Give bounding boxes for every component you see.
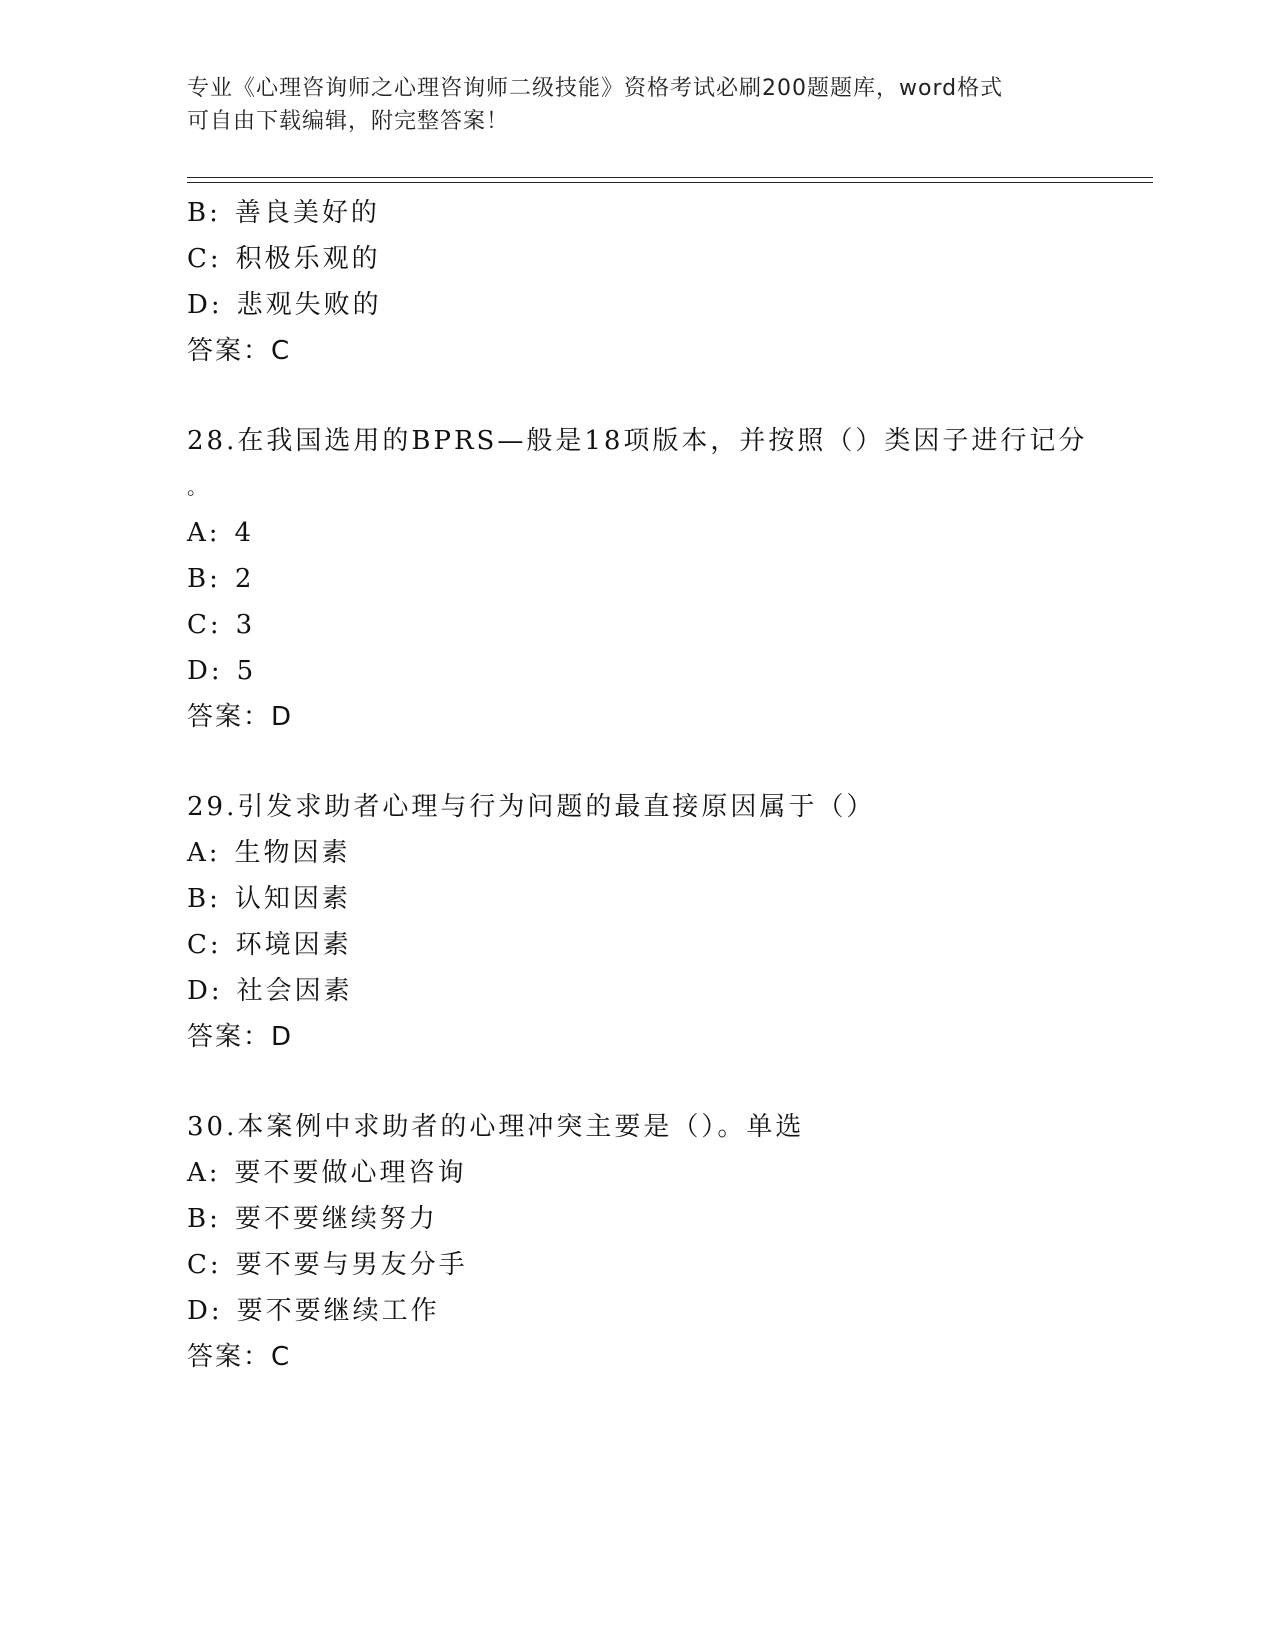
- document-header: [187, 72, 1067, 138]
- option-text: 3: [235, 610, 256, 640]
- question-list: [187, 190, 1087, 1380]
- option-d: [187, 648, 1087, 694]
- option-d: [187, 1288, 1087, 1334]
- option-key: A:: [187, 838, 221, 868]
- option-a: [187, 510, 1087, 556]
- option-key: D:: [187, 290, 223, 320]
- option-key: B:: [187, 564, 221, 594]
- option-text: 认知因素: [234, 884, 351, 914]
- option-b: [187, 1196, 1087, 1242]
- option-key: C:: [187, 930, 222, 960]
- option-a: [187, 830, 1087, 876]
- question-title: 28.在我国选用的BPRS—般是18项版本，并按照（）类因子进行记分: [187, 426, 1088, 456]
- option-c: [187, 236, 1087, 282]
- option-text: 5: [236, 656, 257, 686]
- option-key: C:: [187, 610, 222, 640]
- header-line-1: 专业《心理咨询师之心理咨询师二级技能》资格考试必刷200题题库，word格式: [187, 76, 1004, 101]
- option-a: [187, 1150, 1087, 1196]
- option-key: A:: [187, 518, 221, 548]
- option-text: 社会因素: [236, 976, 353, 1006]
- question-title-continuation: 。: [187, 475, 207, 499]
- option-key: D:: [187, 656, 223, 686]
- option-text: 要不要继续努力: [234, 1204, 438, 1234]
- option-d: [187, 282, 1087, 328]
- option-text: 环境因素: [235, 930, 352, 960]
- question-28: [187, 418, 1087, 740]
- option-c: [187, 922, 1087, 968]
- option-d: [187, 968, 1087, 1014]
- question-30: [187, 1104, 1087, 1380]
- option-text: 生物因素: [234, 838, 351, 868]
- question-title: 30.本案例中求助者的心理冲突主要是（）。单选: [187, 1112, 805, 1142]
- option-text: 要不要与男友分手: [235, 1250, 468, 1280]
- option-b: [187, 556, 1087, 602]
- header-line-2: 可自由下载编辑，附完整答案！: [187, 109, 510, 134]
- option-text: 积极乐观的: [235, 244, 381, 274]
- option-text: 2: [234, 564, 255, 594]
- option-key: A:: [187, 1158, 221, 1188]
- answer-line: 答案：D: [187, 1022, 294, 1052]
- option-b: [187, 190, 1087, 236]
- option-key: B:: [187, 884, 221, 914]
- answer-line: 答案：C: [187, 1342, 292, 1372]
- header-divider-bottom: [187, 182, 1153, 183]
- option-key: B:: [187, 1204, 221, 1234]
- option-key: C:: [187, 244, 222, 274]
- question-title: 29.引发求助者心理与行为问题的最直接原因属于（）: [187, 792, 876, 822]
- option-text: 要不要做心理咨询: [234, 1158, 467, 1188]
- option-b: [187, 876, 1087, 922]
- option-text: 善良美好的: [234, 198, 380, 228]
- option-text: 要不要继续工作: [236, 1296, 440, 1326]
- question-29: [187, 784, 1087, 1060]
- option-key: D:: [187, 1296, 223, 1326]
- answer-line: 答案：C: [187, 336, 292, 366]
- option-key: B:: [187, 198, 221, 228]
- option-text: 悲观失败的: [236, 290, 382, 320]
- option-text: 4: [234, 518, 255, 548]
- option-c: [187, 1242, 1087, 1288]
- answer-line: 答案：D: [187, 702, 294, 732]
- question-27-continued: [187, 190, 1087, 374]
- option-c: [187, 602, 1087, 648]
- header-divider-top: [187, 177, 1153, 178]
- option-key: D:: [187, 976, 223, 1006]
- option-key: C:: [187, 1250, 222, 1280]
